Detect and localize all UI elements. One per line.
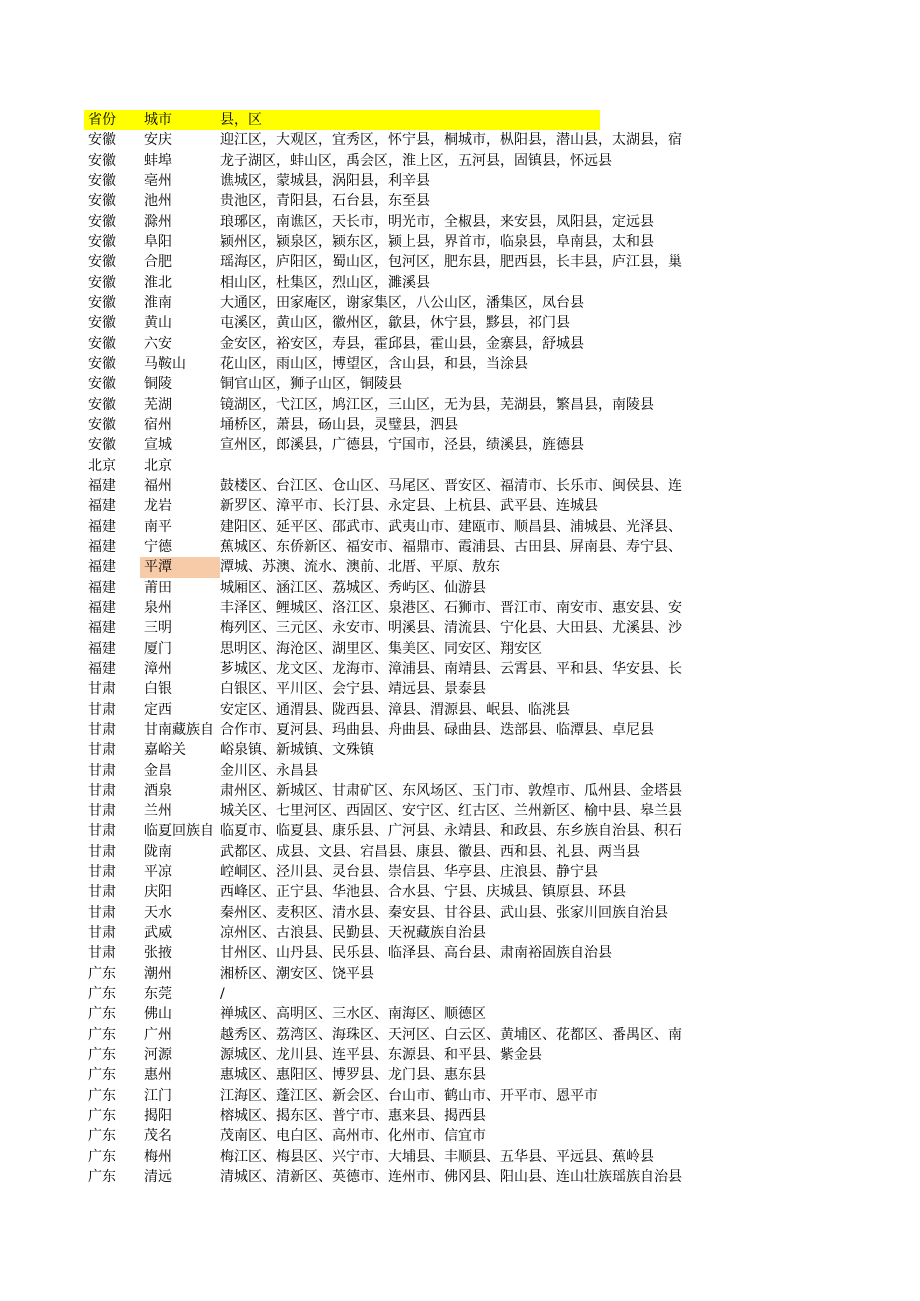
city-cell[interactable]: 黄山 xyxy=(144,315,172,332)
city-cell[interactable]: 金昌 xyxy=(144,762,172,779)
districts-cell[interactable]: 龙子湖区，蚌山区，禹会区，淮上区，五河县，固镇县，怀远县 xyxy=(220,152,612,169)
city-cell[interactable]: 莆田 xyxy=(144,579,172,596)
province-cell[interactable]: 甘肃 xyxy=(88,681,116,698)
province-cell[interactable]: 广东 xyxy=(88,1128,116,1145)
city-cell[interactable]: 南平 xyxy=(144,518,172,535)
table-row xyxy=(84,1025,728,1045)
city-cell[interactable]: 张掖 xyxy=(144,945,172,962)
districts-cell[interactable]: 梅江区、梅县区、兴宁市、大埔县、丰顺县、五华县、平远县、蕉岭县 xyxy=(220,1148,654,1165)
city-cell[interactable]: 佛山 xyxy=(144,1006,172,1023)
table-row xyxy=(84,130,728,150)
districts-cell[interactable]: 思明区、海沧区、湖里区、集美区、同安区、翔安区 xyxy=(220,640,542,657)
city-cell[interactable]: 合肥 xyxy=(144,254,172,271)
province-cell[interactable]: 甘肃 xyxy=(88,721,116,738)
province-cell[interactable]: 广东 xyxy=(88,1087,116,1104)
header-county[interactable]: 县，区 xyxy=(220,110,728,130)
districts-cell[interactable]: 峪泉镇、新城镇、文殊镇 xyxy=(220,742,374,759)
table-row xyxy=(84,313,728,333)
province-cell[interactable]: 甘肃 xyxy=(88,843,116,860)
districts-cell[interactable]: 宣州区，郎溪县，广德县，宁国市，泾县，绩溪县，旌德县 xyxy=(220,437,584,454)
city-cell[interactable]: 宣城 xyxy=(144,437,172,454)
districts-cell[interactable]: / xyxy=(220,986,225,1003)
table-row xyxy=(84,679,728,699)
table-row xyxy=(84,537,728,557)
table-row xyxy=(84,578,728,598)
spreadsheet xyxy=(84,110,728,1187)
city-cell[interactable]: 平凉 xyxy=(144,864,172,881)
table-row xyxy=(84,842,728,862)
table-row xyxy=(84,740,728,760)
districts-cell[interactable]: 潭城、苏澳、流水、澳前、北厝、平原、敖东 xyxy=(220,559,500,576)
city-cell[interactable]: 龙岩 xyxy=(144,498,172,515)
districts-cell[interactable]: 武都区、成县、文县、宕昌县、康县、徽县、西和县、礼县、两当县 xyxy=(220,843,640,860)
province-cell[interactable]: 安徽 xyxy=(88,396,116,413)
header-city[interactable]: 城市 xyxy=(140,110,220,130)
districts-cell[interactable]: 甘州区、山丹县、民乐县、临泽县、高台县、肃南裕固族自治县 xyxy=(220,945,612,962)
districts-cell[interactable]: 埇桥区，萧县，砀山县，灵璧县，泗县 xyxy=(220,416,458,433)
districts-cell[interactable]: 琅琊区，南谯区，天长市，明光市，全椒县，来安县，凤阳县，定远县 xyxy=(220,213,654,230)
province-cell[interactable]: 安徽 xyxy=(88,193,116,210)
table-row xyxy=(84,354,728,374)
province-cell[interactable]: 甘肃 xyxy=(88,884,116,901)
districts-cell[interactable]: 禅城区、高明区、三水区、南海区、顺德区 xyxy=(220,1006,486,1023)
table-row xyxy=(84,659,728,679)
province-cell[interactable]: 广东 xyxy=(88,1006,116,1023)
table-row xyxy=(84,252,728,272)
city-cell[interactable]: 淮南 xyxy=(144,294,172,311)
table-row xyxy=(84,273,728,293)
table-row xyxy=(84,293,728,313)
province-cell[interactable]: 甘肃 xyxy=(88,945,116,962)
districts-cell[interactable]: 颍州区，颍泉区，颍东区，颍上县，界首市，临泉县，阜南县，太和县 xyxy=(220,233,654,250)
table-row xyxy=(84,964,728,984)
districts-cell[interactable]: 凉州区、古浪县、民勤县、天祝藏族自治县 xyxy=(220,925,486,942)
city-cell[interactable]: 福州 xyxy=(144,477,172,494)
districts-cell[interactable]: 丰泽区、鲤城区、洛江区、泉港区、石狮市、晋江市、南安市、惠安县、安 xyxy=(220,599,682,616)
table-row xyxy=(84,984,728,1004)
province-cell[interactable]: 福建 xyxy=(88,518,116,535)
city-cell[interactable]: 潮州 xyxy=(144,965,172,982)
city-cell[interactable]: 茂名 xyxy=(144,1128,172,1145)
province-cell[interactable]: 广东 xyxy=(88,1026,116,1043)
city-cell[interactable]: 甘南藏族自 xyxy=(144,721,214,738)
districts-cell[interactable]: 梅列区、三元区、永安市、明溪县、清流县、宁化县、大田县、尤溪县、沙 xyxy=(220,620,682,637)
table-row xyxy=(84,1086,728,1106)
province-cell[interactable]: 安徽 xyxy=(88,315,116,332)
table-row xyxy=(84,882,728,902)
city-cell[interactable]: 漳州 xyxy=(144,660,172,677)
table-row xyxy=(84,903,728,923)
province-cell[interactable]: 甘肃 xyxy=(88,925,116,942)
table-row xyxy=(84,1167,728,1187)
province-cell[interactable]: 福建 xyxy=(88,498,116,515)
city-cell[interactable]: 惠州 xyxy=(144,1067,172,1084)
table-row xyxy=(84,374,728,394)
districts-cell[interactable]: 相山区，杜集区，烈山区，濉溪县 xyxy=(220,274,430,291)
table-row xyxy=(84,334,728,354)
province-cell[interactable]: 安徽 xyxy=(88,132,116,149)
province-cell[interactable]: 福建 xyxy=(88,579,116,596)
city-cell[interactable]: 定西 xyxy=(144,701,172,718)
province-cell[interactable]: 甘肃 xyxy=(88,742,116,759)
city-cell[interactable]: 白银 xyxy=(144,681,172,698)
districts-cell[interactable]: 临夏市、临夏县、康乐县、广河县、永靖县、和政县、东乡族自治县、积石 xyxy=(220,823,682,840)
table-row xyxy=(84,151,728,171)
city-cell[interactable]: 东莞 xyxy=(144,986,172,1003)
province-cell[interactable]: 福建 xyxy=(88,538,116,555)
city-cell[interactable]: 蚌埠 xyxy=(144,152,172,169)
table-row xyxy=(84,435,728,455)
districts-cell[interactable]: 镜湖区，弋江区，鸠江区，三山区，无为县，芜湖县，繁昌县，南陵县 xyxy=(220,396,654,413)
city-cell[interactable]: 江门 xyxy=(144,1087,172,1104)
districts-cell[interactable]: 金川区、永昌县 xyxy=(220,762,318,779)
table-row xyxy=(84,557,728,577)
districts-cell[interactable]: 谯城区，蒙城县，涡阳县，利辛县 xyxy=(220,172,430,189)
city-cell[interactable]: 六安 xyxy=(144,335,172,352)
districts-cell[interactable]: 肃州区、新城区、甘肃矿区、东风场区、玉门市、敦煌市、瓜州县、金塔县 xyxy=(220,782,682,799)
districts-cell[interactable]: 屯溪区，黄山区，徽州区，歙县，休宁县，黟县，祁门县 xyxy=(220,315,570,332)
city-cell[interactable]: 芜湖 xyxy=(144,396,172,413)
table-row xyxy=(84,496,728,516)
province-cell[interactable]: 安徽 xyxy=(88,437,116,454)
province-cell[interactable]: 福建 xyxy=(88,640,116,657)
province-cell[interactable]: 安徽 xyxy=(88,294,116,311)
table-row xyxy=(84,720,728,740)
city-cell[interactable]: 庆阳 xyxy=(144,884,172,901)
districts-cell[interactable] xyxy=(220,456,728,476)
province-cell[interactable]: 安徽 xyxy=(88,254,116,271)
province-cell[interactable]: 福建 xyxy=(88,660,116,677)
province-cell[interactable]: 安徽 xyxy=(88,172,116,189)
districts-cell[interactable]: 城厢区、涵江区、荔城区、秀屿区、仙游县 xyxy=(220,579,486,596)
city-cell[interactable]: 宿州 xyxy=(144,416,172,433)
province-cell[interactable]: 北京 xyxy=(88,457,116,474)
table-row xyxy=(84,395,728,415)
city-cell[interactable]: 淮北 xyxy=(144,274,172,291)
city-cell[interactable]: 广州 xyxy=(144,1026,172,1043)
table-row xyxy=(84,1106,728,1126)
districts-cell[interactable]: 芗城区、龙文区、龙海市、漳浦县、南靖县、云霄县、平和县、华安县、长 xyxy=(220,660,682,677)
province-cell[interactable]: 广东 xyxy=(88,1067,116,1084)
districts-cell[interactable]: 清城区、清新区、英德市、连州市、佛冈县、阳山县、连山壮族瑶族自治县 xyxy=(220,1169,682,1186)
table-row xyxy=(84,1004,728,1024)
districts-cell[interactable]: 白银区、平川区、会宁县、靖远县、景泰县 xyxy=(220,681,486,698)
city-cell[interactable]: 安庆 xyxy=(144,132,172,149)
province-cell[interactable]: 广东 xyxy=(88,1169,116,1186)
city-cell[interactable]: 亳州 xyxy=(144,172,172,189)
districts-cell[interactable]: 花山区，雨山区，博望区，含山县，和县，当涂县 xyxy=(220,355,528,372)
table-row xyxy=(84,415,728,435)
city-cell[interactable]: 酒泉 xyxy=(144,782,172,799)
districts-cell[interactable]: 惠城区、惠阳区、博罗县、龙门县、惠东县 xyxy=(220,1067,486,1084)
city-cell[interactable]: 兰州 xyxy=(144,803,172,820)
province-cell[interactable]: 甘肃 xyxy=(88,864,116,881)
province-cell[interactable]: 安徽 xyxy=(88,376,116,393)
districts-cell[interactable]: 西峰区、正宁县、华池县、合水县、宁县、庆城县、镇原县、环县 xyxy=(220,884,626,901)
province-cell[interactable]: 甘肃 xyxy=(88,762,116,779)
table-row xyxy=(84,639,728,659)
province-cell[interactable]: 广东 xyxy=(88,1108,116,1125)
province-cell[interactable]: 甘肃 xyxy=(88,803,116,820)
table-row xyxy=(84,1126,728,1146)
districts-cell[interactable]: 合作市、夏河县、玛曲县、舟曲县、碌曲县、迭部县、临潭县、卓尼县 xyxy=(220,721,654,738)
city-cell[interactable]: 揭阳 xyxy=(144,1108,172,1125)
province-cell[interactable]: 福建 xyxy=(88,599,116,616)
table-row xyxy=(84,618,728,638)
districts-cell[interactable]: 崆峒区、泾川县、灵台县、崇信县、华亭县、庄浪县、静宁县 xyxy=(220,864,598,881)
city-cell[interactable]: 滁州 xyxy=(144,213,172,230)
table-row xyxy=(84,862,728,882)
province-cell[interactable]: 安徽 xyxy=(88,335,116,352)
table-row xyxy=(84,456,728,476)
districts-cell[interactable]: 瑶海区，庐阳区，蜀山区，包河区，肥东县，肥西县，长丰县，庐江县，巢 xyxy=(220,254,682,271)
table-row xyxy=(84,517,728,537)
header-row xyxy=(84,110,728,130)
table-row xyxy=(84,781,728,801)
table-row xyxy=(84,232,728,252)
districts-cell[interactable]: 榕城区、揭东区、普宁市、惠来县、揭西县 xyxy=(220,1108,486,1125)
province-cell[interactable]: 广东 xyxy=(88,965,116,982)
province-cell[interactable]: 广东 xyxy=(88,986,116,1003)
city-cell[interactable]: 梅州 xyxy=(144,1148,172,1165)
districts-cell[interactable]: 大通区，田家庵区，谢家集区，八公山区，潘集区，凤台县 xyxy=(220,294,584,311)
city-cell[interactable]: 平潭 xyxy=(140,557,220,577)
city-cell[interactable]: 清远 xyxy=(144,1169,172,1186)
city-cell[interactable]: 嘉峪关 xyxy=(144,742,186,759)
header-province[interactable]: 省份 xyxy=(84,110,140,130)
city-cell[interactable]: 三明 xyxy=(144,620,172,637)
table-row xyxy=(84,1147,728,1167)
province-cell[interactable]: 福建 xyxy=(88,559,116,576)
districts-cell[interactable]: 铜官山区，狮子山区，铜陵县 xyxy=(220,376,402,393)
province-cell[interactable]: 甘肃 xyxy=(88,823,116,840)
districts-cell[interactable]: 贵池区，青阳县，石台县，东至县 xyxy=(220,193,430,210)
districts-cell[interactable]: 迎江区，大观区，宜秀区，怀宁县，桐城市，枞阳县，潜山县，太湖县，宿 xyxy=(220,132,682,149)
province-cell[interactable]: 福建 xyxy=(88,477,116,494)
province-cell[interactable]: 广东 xyxy=(88,1148,116,1165)
city-cell[interactable]: 厦门 xyxy=(144,640,172,657)
city-cell[interactable]: 宁德 xyxy=(144,538,172,555)
districts-cell[interactable]: 蕉城区、东侨新区、福安市、福鼎市、霞浦县、古田县、屏南县、寿宁县、 xyxy=(220,538,682,555)
districts-cell[interactable]: 江海区、蓬江区、新会区、台山市、鹤山市、开平市、恩平市 xyxy=(220,1087,598,1104)
province-cell[interactable]: 安徽 xyxy=(88,416,116,433)
province-cell[interactable]: 甘肃 xyxy=(88,904,116,921)
districts-cell[interactable]: 金安区，裕安区，寿县，霍邱县，霍山县，金寨县，舒城县 xyxy=(220,335,584,352)
table-row xyxy=(84,476,728,496)
city-cell[interactable]: 北京 xyxy=(144,457,172,474)
province-cell[interactable]: 安徽 xyxy=(88,355,116,372)
districts-cell[interactable]: 建阳区、延平区、邵武市、武夷山市、建瓯市、顺昌县、浦城县、光泽县、 xyxy=(220,518,682,535)
table-row xyxy=(84,801,728,821)
city-cell[interactable]: 临夏回族自 xyxy=(144,823,214,840)
table-row xyxy=(84,700,728,720)
city-cell[interactable]: 武威 xyxy=(144,925,172,942)
table-row xyxy=(84,821,728,841)
city-cell[interactable]: 阜阳 xyxy=(144,233,172,250)
city-cell[interactable]: 泉州 xyxy=(144,599,172,616)
province-cell[interactable]: 安徽 xyxy=(88,274,116,291)
province-cell[interactable]: 甘肃 xyxy=(88,701,116,718)
table-row xyxy=(84,1065,728,1085)
districts-cell[interactable]: 新罗区、漳平市、长汀县、永定县、上杭县、武平县、连城县 xyxy=(220,498,598,515)
city-cell[interactable]: 天水 xyxy=(144,904,172,921)
province-cell[interactable]: 安徽 xyxy=(88,213,116,230)
districts-cell[interactable]: 城关区、七里河区、西固区、安宁区、红古区、兰州新区、榆中县、皋兰县 xyxy=(220,803,682,820)
table-row xyxy=(84,191,728,211)
table-row xyxy=(84,943,728,963)
province-cell[interactable]: 安徽 xyxy=(88,233,116,250)
districts-cell[interactable]: 鼓楼区、台江区、仓山区、马尾区、晋安区、福清市、长乐市、闽侯县、连 xyxy=(220,477,682,494)
districts-cell[interactable]: 茂南区、电白区、高州市、化州市、信宜市 xyxy=(220,1128,486,1145)
province-cell[interactable]: 广东 xyxy=(88,1047,116,1064)
table-row xyxy=(84,212,728,232)
city-cell[interactable]: 池州 xyxy=(144,193,172,210)
districts-cell[interactable]: 源城区、龙川县、连平县、东源县、和平县、紫金县 xyxy=(220,1047,542,1064)
districts-cell[interactable]: 越秀区、荔湾区、海珠区、天河区、白云区、黄埔区、花都区、番禺区、南 xyxy=(220,1026,682,1043)
province-cell[interactable]: 福建 xyxy=(88,620,116,637)
table-row xyxy=(84,598,728,618)
city-cell[interactable]: 河源 xyxy=(144,1047,172,1064)
province-cell[interactable]: 安徽 xyxy=(88,152,116,169)
table-row xyxy=(84,171,728,191)
table-row xyxy=(84,1045,728,1065)
districts-cell[interactable]: 湘桥区、潮安区、饶平县 xyxy=(220,965,374,982)
city-cell[interactable]: 铜陵 xyxy=(144,376,172,393)
table-body xyxy=(84,130,728,1187)
table-row xyxy=(84,761,728,781)
districts-cell[interactable]: 安定区、通渭县、陇西县、漳县、渭源县、岷县、临洮县 xyxy=(220,701,570,718)
districts-cell[interactable]: 秦州区、麦积区、清水县、秦安县、甘谷县、武山县、张家川回族自治县 xyxy=(220,904,668,921)
province-cell[interactable]: 甘肃 xyxy=(88,782,116,799)
city-cell[interactable]: 陇南 xyxy=(144,843,172,860)
table-row xyxy=(84,923,728,943)
city-cell[interactable]: 马鞍山 xyxy=(144,355,186,372)
